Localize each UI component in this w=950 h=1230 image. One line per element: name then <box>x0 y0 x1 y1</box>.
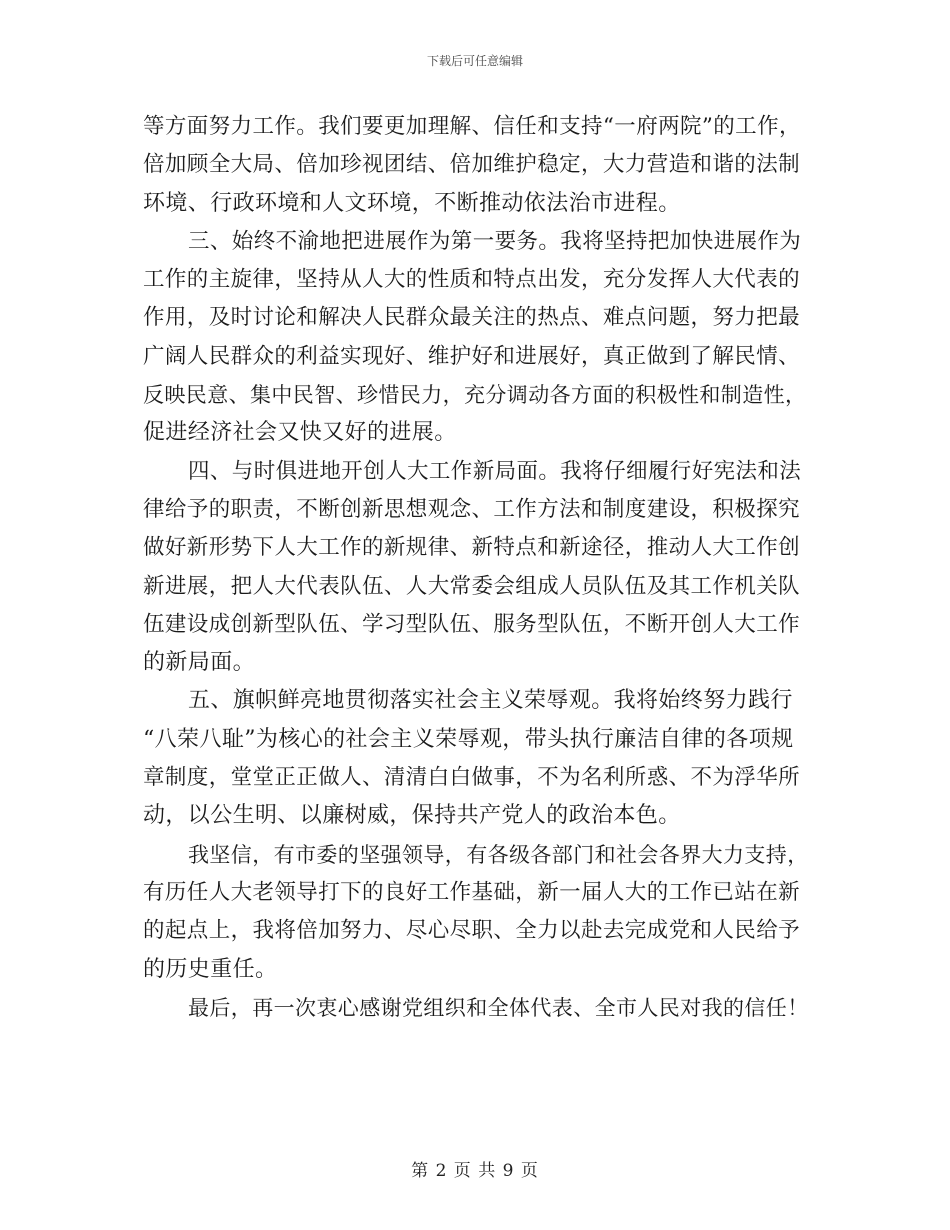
paragraph-line: 伍建设成创新型队伍、学习型队伍、服务型队伍，不断开创人大工作 <box>143 611 801 637</box>
paragraph-line: 新进展，把人大代表队伍、人大常委会组成人员队伍及其工作机关队 <box>143 573 801 599</box>
paragraph-first-line: 三、始终不渝地把进展作为第一要务。我将坚持把加快进展作为 <box>188 228 802 254</box>
paragraph-first-line: 五、旗帜鲜亮地贯彻落实社会主义荣辱观。我将始终努力践行 <box>188 688 793 714</box>
page-header-note: 下载后可任意编辑 <box>426 54 523 68</box>
paragraph-line: 反映民意、集中民智、珍惜民力，充分调动各方面的积极性和制造性， <box>143 383 807 408</box>
paragraph-line: 章制度，堂堂正正做人、清清白白做事，不为名利所惑、不为浮华所 <box>143 765 801 791</box>
paragraph-line: 环境、行政环境和人文环境，不断推动依法治市进程。 <box>143 190 681 216</box>
paragraph-line: 作用，及时讨论和解决人民群众最关注的热点、难点问题，努力把最 <box>143 305 801 331</box>
paragraph-line: 倍加顾全大局、倍加珍视团结、倍加维护稳定，大力营造和谐的法制 <box>143 152 801 178</box>
paragraph-first-line: 四、与时俱进地开创人大工作新局面。我将仔细履行好宪法和法 <box>188 458 802 484</box>
document-body <box>143 108 811 1027</box>
paragraph-line: 动，以公生明、以廉树威，保持共产党人的政治本色。 <box>143 803 681 829</box>
paragraph-first-line: 最后，再一次衷心感谢党组织和全体代表、全市人民对我的信任！ <box>188 995 809 1020</box>
page-number-footer: 第 2 页 共 9 页 <box>411 1161 539 1181</box>
paragraph-line: “八荣八耻”为核心的社会主义荣辱观，带头执行廉洁自律的各项规 <box>143 726 794 752</box>
paragraph-first-line: 我坚信，有市委的坚强领导，有各级各部门和社会各界大力支持， <box>188 842 809 867</box>
paragraph-line: 的新局面。 <box>143 650 256 676</box>
paragraph-line: 的历史重任。 <box>143 956 278 982</box>
paragraph-line: 律给予的职责，不断创新思想观念、工作方法和制度建设，积极探究 <box>143 496 801 522</box>
paragraph-line: 工作的主旋律，坚持从人大的性质和特点出发，充分发挥人大代表的 <box>143 267 801 293</box>
paragraph-line: 做好新形势下人大工作的新规律、新特点和新途径，推动人大工作创 <box>143 535 801 561</box>
paragraph-line: 促进经济社会又快又好的进展。 <box>143 420 457 446</box>
paragraph-line: 的起点上，我将倍加努力、尽心尽职、全力以赴去完成党和人民给予 <box>143 918 801 944</box>
paragraph-line: 有历任人大老领导打下的良好工作基础，新一届人大的工作已站在新 <box>143 879 801 905</box>
paragraph-line: 等方面努力工作。我们要更加理解、信任和支持“一府两院”的工作， <box>143 114 801 139</box>
paragraph-line: 广阔人民群众的利益实现好、维护好和进展好，真正做到了解民情、 <box>143 343 801 369</box>
